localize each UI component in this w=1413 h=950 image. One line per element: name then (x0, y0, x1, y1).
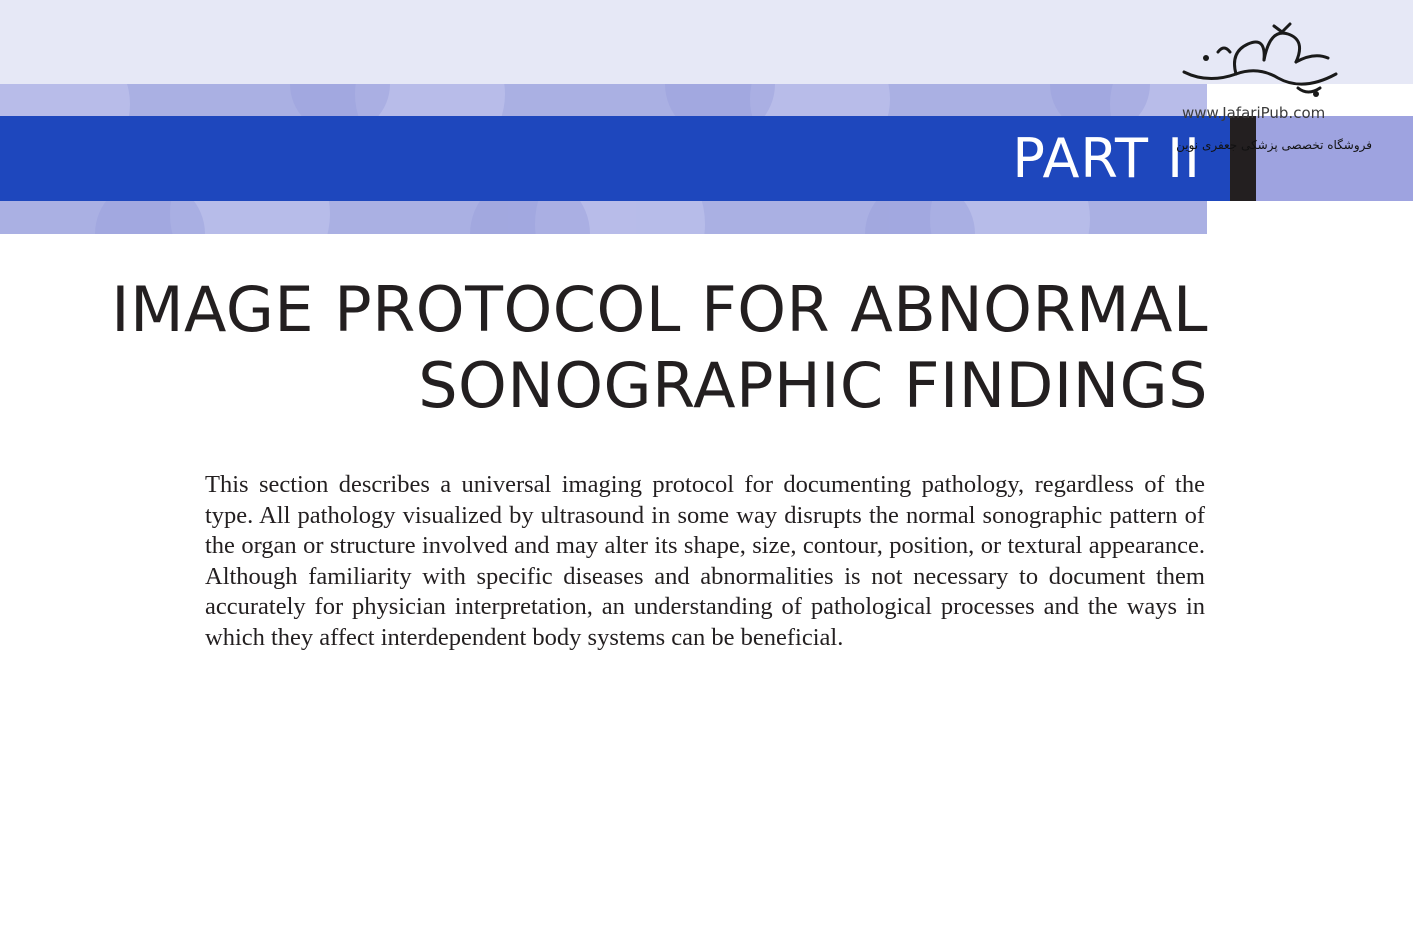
intro-paragraph: This section describes a universal imaging protocol for documenting pathology, regardless of the type. All pathology visualized by ultrasound in some way disrupts the normal sonographic pattern of the organ or structure involved and may alter its shape, size, contour, position, or textural appearance. Although familiarity with specific diseases and abnormalities is not necessary to document them accurately for physician interpretation, an understanding of pathological processes and the ways in which they affect interdependent body systems can be beneficial. (205, 471, 1205, 651)
chapter-title (111, 272, 1208, 424)
publisher-logo (1178, 22, 1343, 104)
chapter-title-line-2: SONOGRAPHIC FINDINGS (418, 349, 1208, 422)
watermark-shop-name: فروشگاه تخصصی پزشکی جعفری نوین (1176, 138, 1372, 152)
watermark-url: www.JafariPub.com (1182, 104, 1326, 122)
banner-edge-stripe (1230, 116, 1256, 201)
header-right-band (1256, 116, 1413, 201)
part-label: PART II (1012, 127, 1201, 190)
chapter-title-line-1: IMAGE PROTOCOL FOR ABNORMAL (111, 273, 1208, 346)
